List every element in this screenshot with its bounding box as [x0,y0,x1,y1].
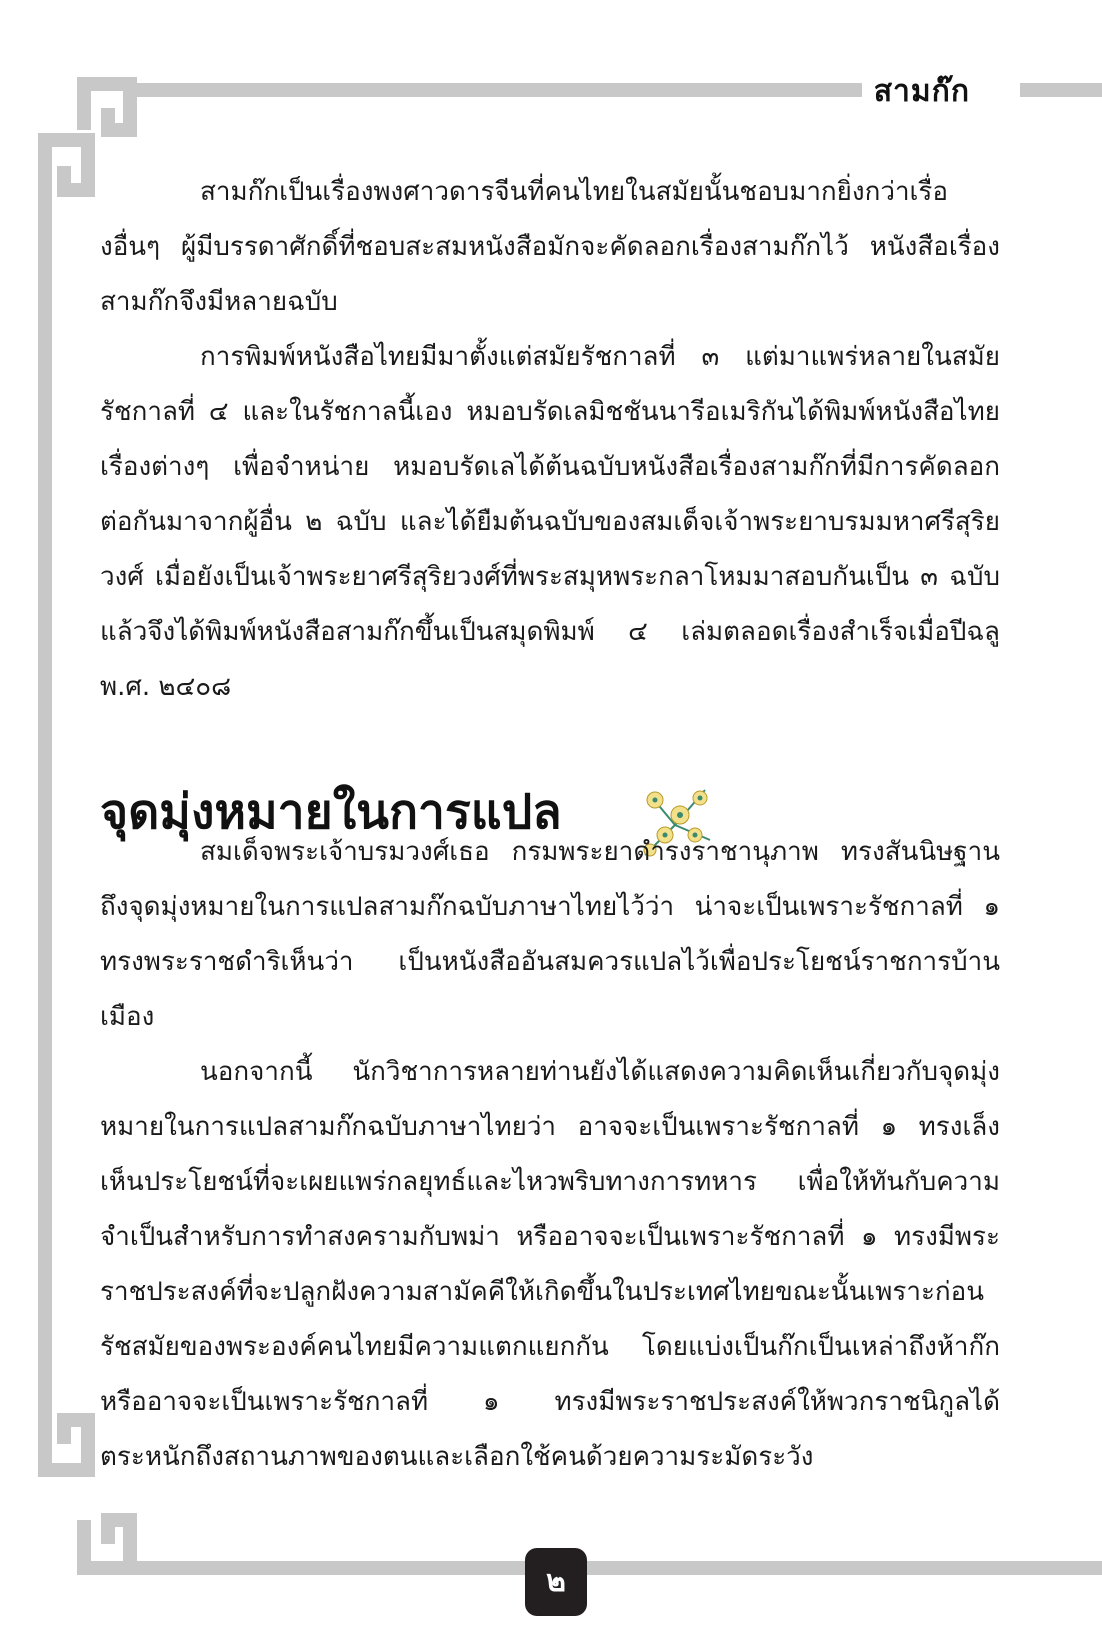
section-text [100,825,1000,1485]
running-header-title: สามก๊ก [862,68,982,116]
section-paragraph: สมเด็จพระเจ้าบรมวงศ์เธอ กรมพระยาดำรงราชานุภาพ ทรงสันนิษฐานถึงจุดมุ่งหมายในการแปลสามก๊กฉบับภาษาไทยไว้ว่า น่าจะเป็นเพราะรัชกาลที่ ๑ ทรงพระราชดำริเห็นว่า เป็นหนังสืออันสมควรแปลไว้เพื่อประโยชน์ราชการบ้านเมือง [100,837,1000,1032]
section-heading: จุดมุ่งหมายในการแปล [100,784,562,840]
page-number-badge: ๒ [525,1548,587,1616]
intro-text [100,165,1000,715]
section-paragraph: นอกจากนี้ นักวิชาการหลายท่านยังได้แสดงความคิดเห็นเกี่ยวกับจุดมุ่งหมายในการแปลสามก๊กฉบับภาษาไทยว่า อาจจะเป็นเพราะรัชกาลที่ ๑ ทรงเล็งเห็นประโยชน์ที่จะเผยแพร่กลยุทธ์และไหวพริบทางการทหาร เพื่อให้ทันกับความจำเป็นสำหรับการทำสงครามกับพม่า หรืออาจจะเป็นเพราะรัชกาลที่ ๑ ทรงมีพระราชประสงค์ที่จะปลูกฝังความสามัคคีให้เกิดขึ้นในประเทศไทยขณะนั้นเพราะก่อนรัชสมัยของพระองค์คนไทยมีความแตกแยกกัน โดยแบ่งเป็นก๊กเป็นเหล่าถึงห้าก๊ก หรืออาจจะเป็นเพราะรัชกาลที่ ๑ ทรงมีพระราชประสงค์ให้พวกราชนิกูลได้ตระหนักถึงสถานภาพของตนและเลือกใช้คนด้วยความระมัดระวัง [100,1057,1000,1472]
intro-paragraph: สามก๊กเป็นเรื่องพงศาวดารจีนที่คนไทยในสมัยนั้นชอบมากยิ่งกว่าเรื่องอื่นๆ ผู้มีบรรดาศักดิ์ที่ชอบสะสมหนังสือมักจะคัดลอกเรื่องสามก๊กไว้ หนังสือเรื่องสามก๊กจึงมีหลายฉบับ [100,177,1000,317]
intro-paragraph: การพิมพ์หนังสือไทยมีมาตั้งแต่สมัยรัชกาลที่ ๓ แต่มาแพร่หลายในสมัยรัชกาลที่ ๔ และในรัชกาลนี้เอง หมอบรัดเลมิชชันนารีอเมริกันได้พิมพ์หนังสือไทยเรื่องต่างๆ เพื่อจำหน่าย หมอบรัดเลได้ต้นฉบับหนังสือเรื่องสามก๊กที่มีการคัดลอกต่อกันมาจากผู้อื่น ๒ ฉบับ และได้ยืมต้นฉบับของสมเด็จเจ้าพระยาบรมมหาศรีสุริยวงศ์ เมื่อยังเป็นเจ้าพระยาศรีสุริยวงศ์ที่พระสมุหพระกลาโหมมาสอบกันเป็น ๓ ฉบับ แล้วจึงได้พิมพ์หนังสือสามก๊กขึ้นเป็นสมุดพิมพ์ ๔ เล่มตลอดเรื่องสำเร็จเมื่อปีฉลู พ.ศ. ๒๔๐๘ [100,342,1000,702]
